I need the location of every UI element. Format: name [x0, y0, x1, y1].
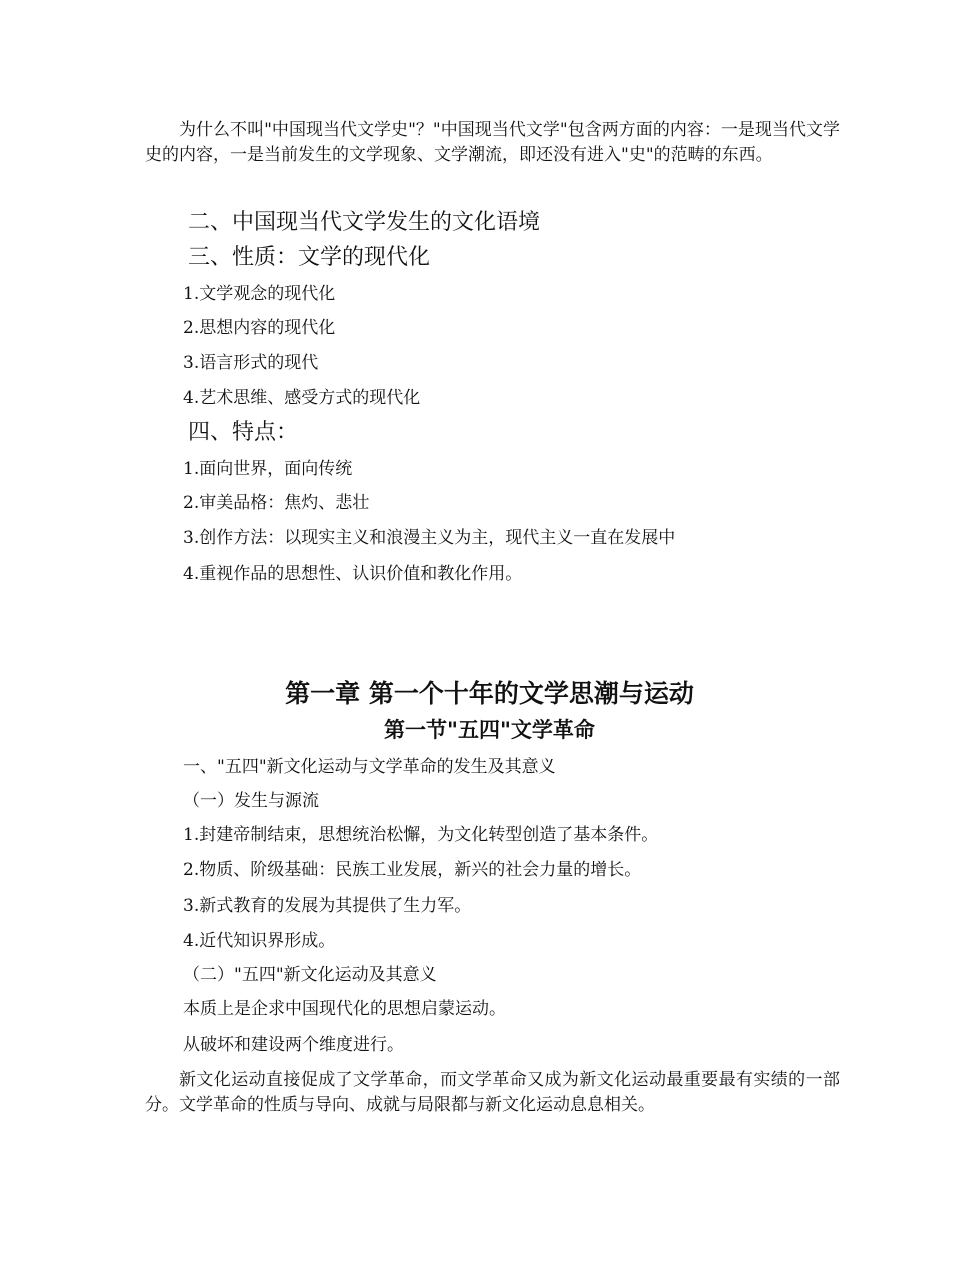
sub-2-line-2: 从破坏和建设两个维度进行。 [183, 1035, 404, 1055]
chapter-title: 第一章 第一个十年的文学思潮与运动 [285, 679, 694, 708]
section-3-heading: 三、性质：文学的现代化 [188, 245, 431, 270]
section-3-item-1: 1.文学观念的现代化 [183, 284, 336, 304]
section-3-item-2: 2.思想内容的现代化 [183, 318, 336, 338]
part-1-heading: 一、"五四"新文化运动与文学革命的发生及其意义 [183, 757, 556, 777]
sub-2-heading: （二）"五四"新文化运动及其意义 [183, 965, 437, 985]
section-3-item-3: 3.语言形式的现代 [183, 353, 319, 373]
sub-1-item-2: 2.物质、阶级基础：民族工业发展，新兴的社会力量的增长。 [183, 860, 642, 880]
section-4-item-3: 3.创作方法：以现实主义和浪漫主义为主，现代主义一直在发展中 [183, 528, 676, 548]
section-4-item-4: 4.重视作品的思想性、认识价值和教化作用。 [183, 564, 523, 584]
section-4-heading: 四、特点： [188, 420, 299, 445]
sub-2-line-1: 本质上是企求中国现代化的思想启蒙运动。 [183, 999, 506, 1019]
section-4-item-2: 2.审美品格：焦灼、悲壮 [183, 493, 370, 513]
section-4-item-1: 1.面向世界，面向传统 [183, 459, 353, 479]
sub-1-item-4: 4.近代知识界形成。 [183, 931, 336, 951]
sub-1-item-1: 1.封建帝制结束，思想统治松懈，为文化转型创造了基本条件。 [183, 825, 659, 845]
section-2-heading: 二、中国现当代文学发生的文化语境 [188, 210, 541, 235]
sub-1-heading: （一）发生与源流 [183, 791, 319, 811]
section-3-item-4: 4.艺术思维、感受方式的现代化 [183, 388, 421, 408]
section-title: 第一节"五四"文学革命 [384, 717, 595, 742]
closing-paragraph: 新文化运动直接促成了文学革命，而文学革命又成为新文化运动最重要最有实绩的一部分。文学革命的性质与导向、成就与局限都与新文化运动息息相关。 [145, 1070, 840, 1115]
intro-paragraph: 为什么不叫"中国现当代文学史"？"中国现当代文学"包含两方面的内容：一是现当代文学史的内容，一是当前发生的文学现象、文学潮流，即还没有进入"史"的范畴的东西。 [145, 120, 840, 165]
sub-1-item-3: 3.新式教育的发展为其提供了生力军。 [183, 896, 472, 916]
